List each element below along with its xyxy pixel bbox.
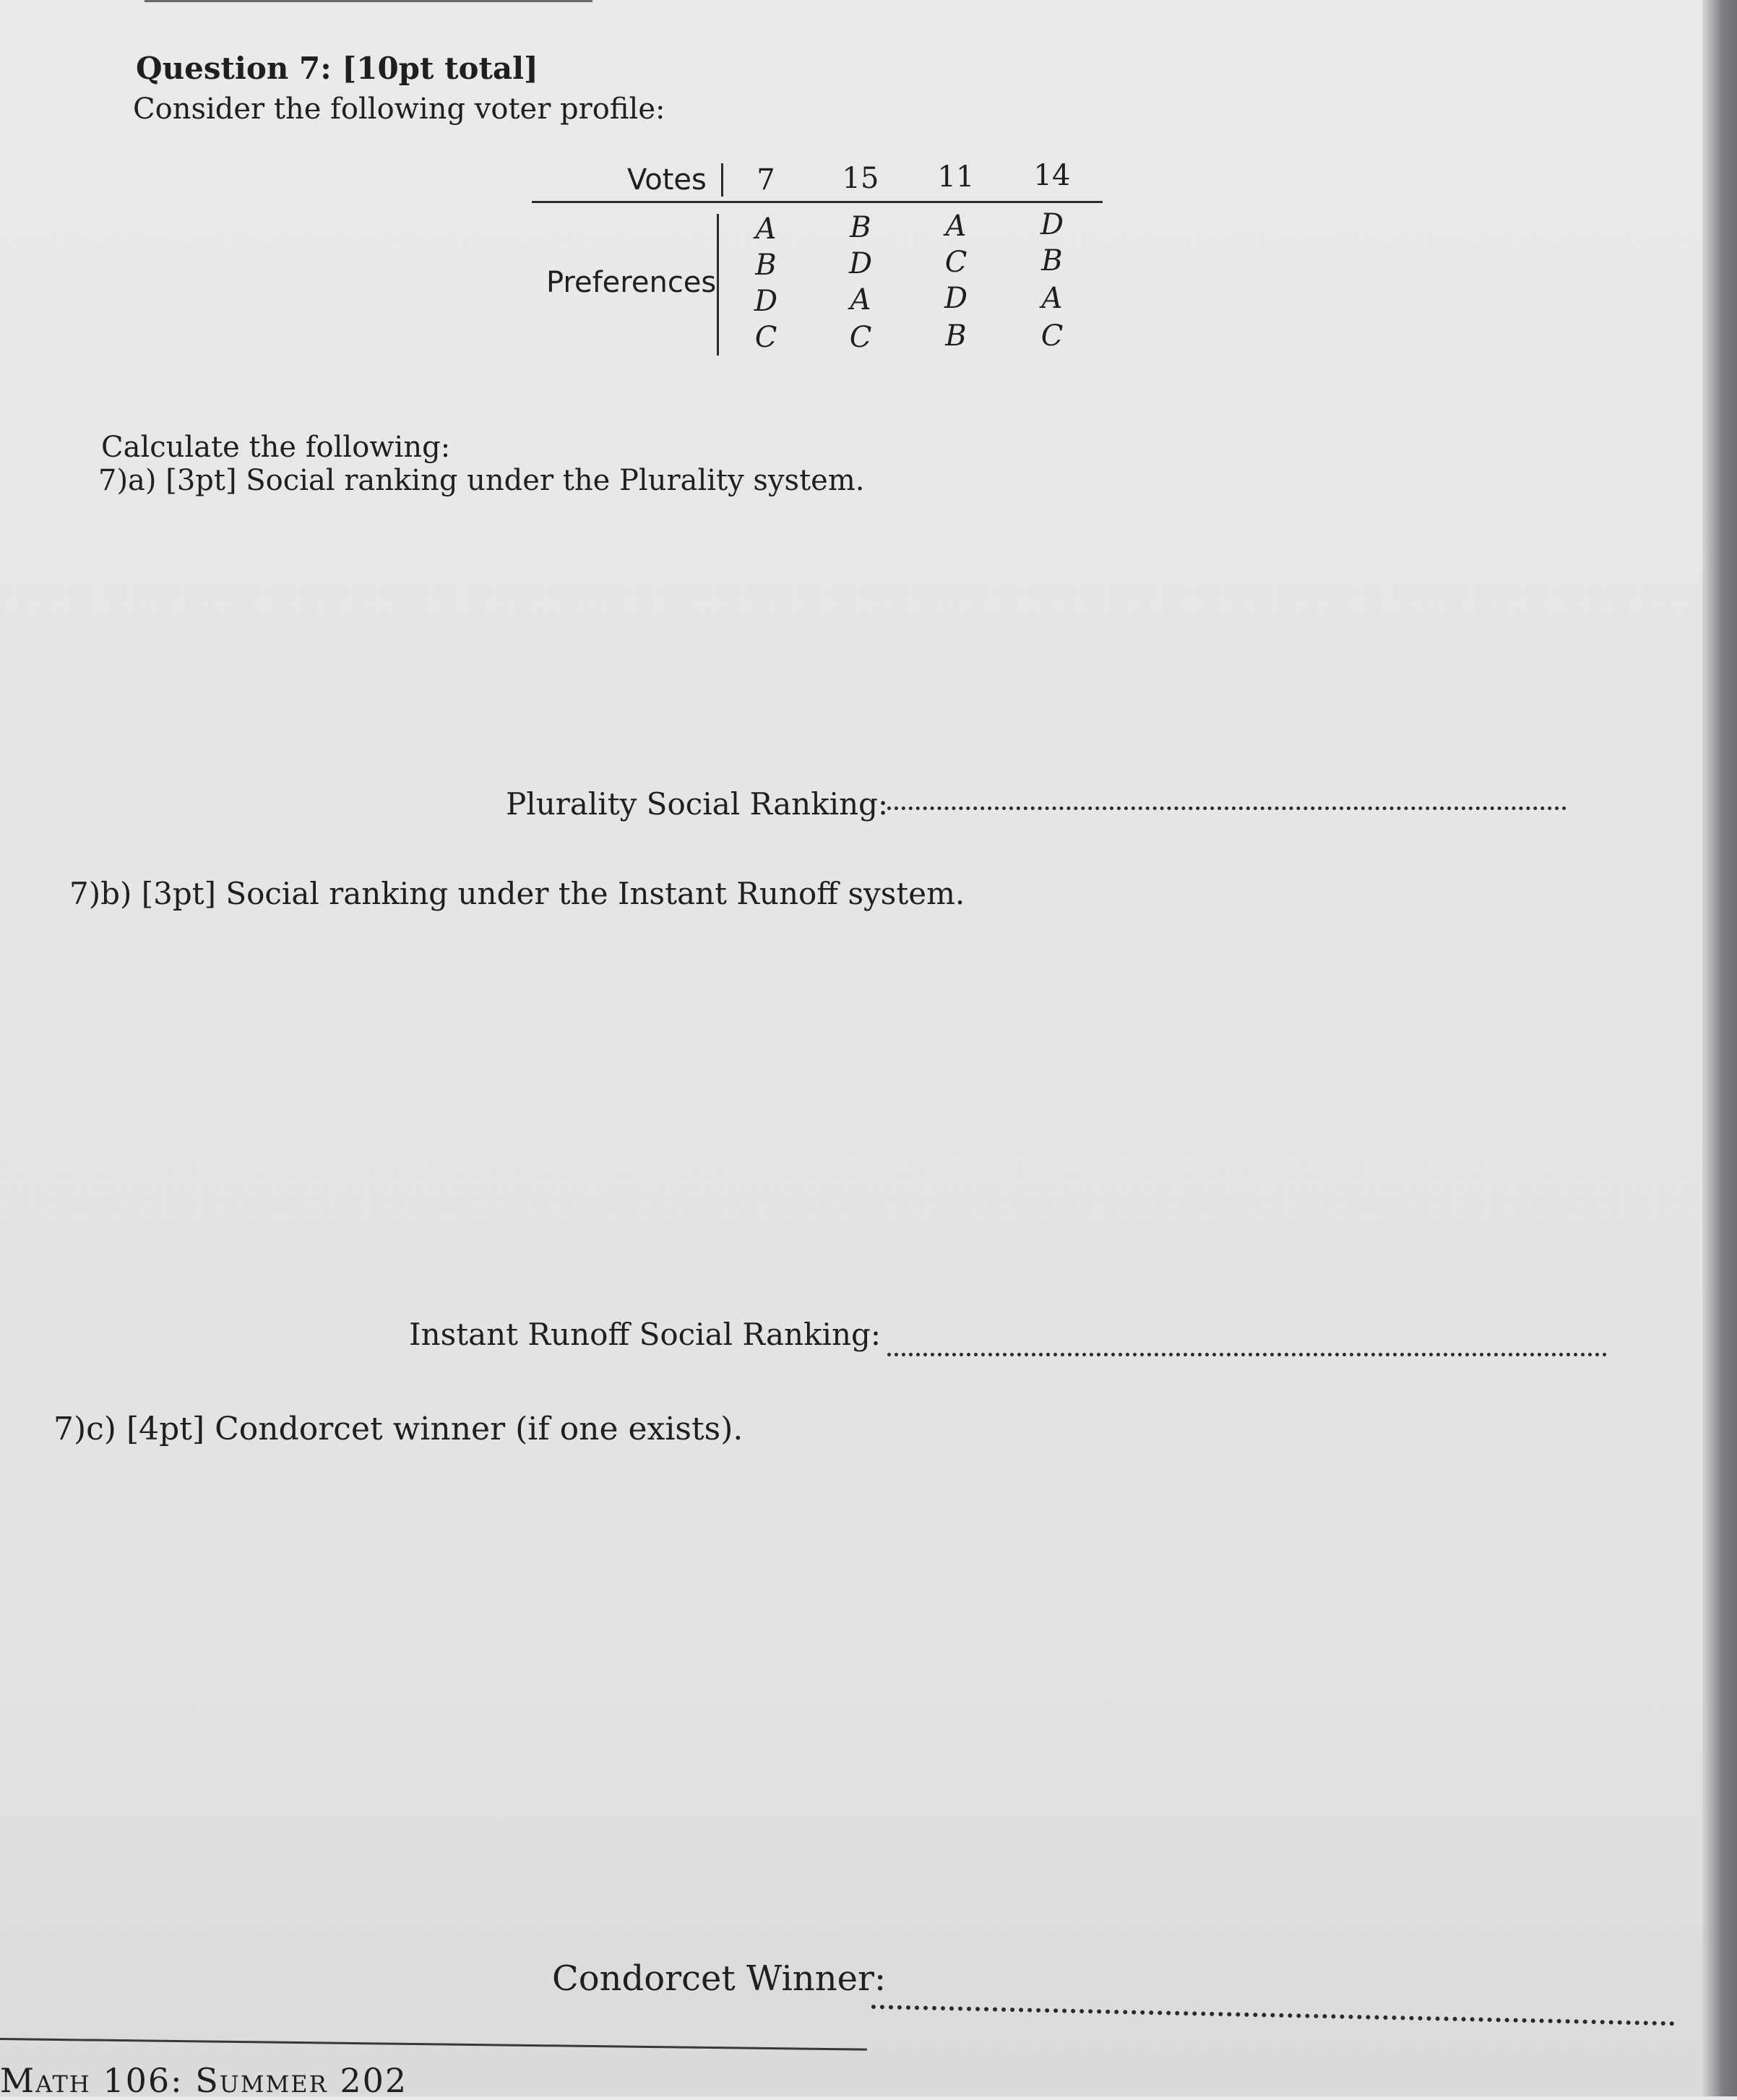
pref-col-1-rank-4: C xyxy=(754,321,777,354)
pref-col-1-rank-1: A xyxy=(755,212,777,246)
condorcet-answer-line[interactable] xyxy=(871,2005,1675,2026)
pref-col-3-rank-3: D xyxy=(944,282,968,315)
voter-profile-table xyxy=(527,158,1105,367)
pref-col-2-rank-2: D xyxy=(848,247,873,280)
pref-col-2-rank-1: B xyxy=(850,211,871,244)
page-footer: Math 106: Summer 202 xyxy=(0,2061,408,2100)
plurality-answer-line[interactable] xyxy=(887,806,1566,810)
question-intro: Consider the following voter profile: xyxy=(133,92,665,126)
irv-answer-label: Instant Runoff Social Ranking: xyxy=(409,1317,882,1352)
pref-col-3-rank-2: C xyxy=(944,246,967,279)
plurality-answer-label: Plurality Social Ranking: xyxy=(506,786,889,822)
pref-col-2-rank-4: C xyxy=(849,321,872,354)
calculate-heading: Calculate the following: xyxy=(101,431,451,464)
part-b-prompt: 7)b) [3pt] Social ranking under the Instant Runoff system. xyxy=(69,876,965,911)
irv-answer-line[interactable] xyxy=(887,1353,1607,1356)
pref-col-4-rank-2: B xyxy=(1041,244,1063,277)
votes-divider xyxy=(721,163,723,197)
footer-rule xyxy=(0,2038,867,2051)
pref-col-3-rank-4: B xyxy=(945,319,967,353)
table-header-rule xyxy=(532,201,1103,203)
votes-label: Votes xyxy=(627,163,707,197)
pref-col-3-rank-1: A xyxy=(945,210,967,243)
top-rule xyxy=(145,0,592,2)
pref-col-2-rank-3: A xyxy=(850,283,871,317)
preferences-divider xyxy=(717,214,719,356)
votes-col-2: 15 xyxy=(842,162,879,195)
part-c-prompt: 7)c) [4pt] Condorcet winner (if one exists). xyxy=(53,1411,743,1447)
pref-col-4-rank-4: C xyxy=(1040,319,1064,353)
pref-col-4-rank-1: D xyxy=(1040,208,1064,241)
part-a-prompt: 7)a) [3pt] Social ranking under the Plurality system. xyxy=(98,464,865,497)
condorcet-answer-label: Condorcet Winner: xyxy=(552,1958,887,1999)
page-edge-shadow xyxy=(1702,0,1737,2096)
votes-col-1: 7 xyxy=(757,163,775,197)
pref-col-1-rank-3: D xyxy=(754,285,778,318)
question-title: Question 7: [10pt total] xyxy=(136,51,538,86)
preferences-label: Preferences xyxy=(546,266,717,299)
votes-col-3: 11 xyxy=(937,160,975,194)
pref-col-1-rank-2: B xyxy=(755,249,777,282)
votes-col-4: 14 xyxy=(1033,159,1071,192)
pref-col-4-rank-3: A xyxy=(1041,282,1063,315)
